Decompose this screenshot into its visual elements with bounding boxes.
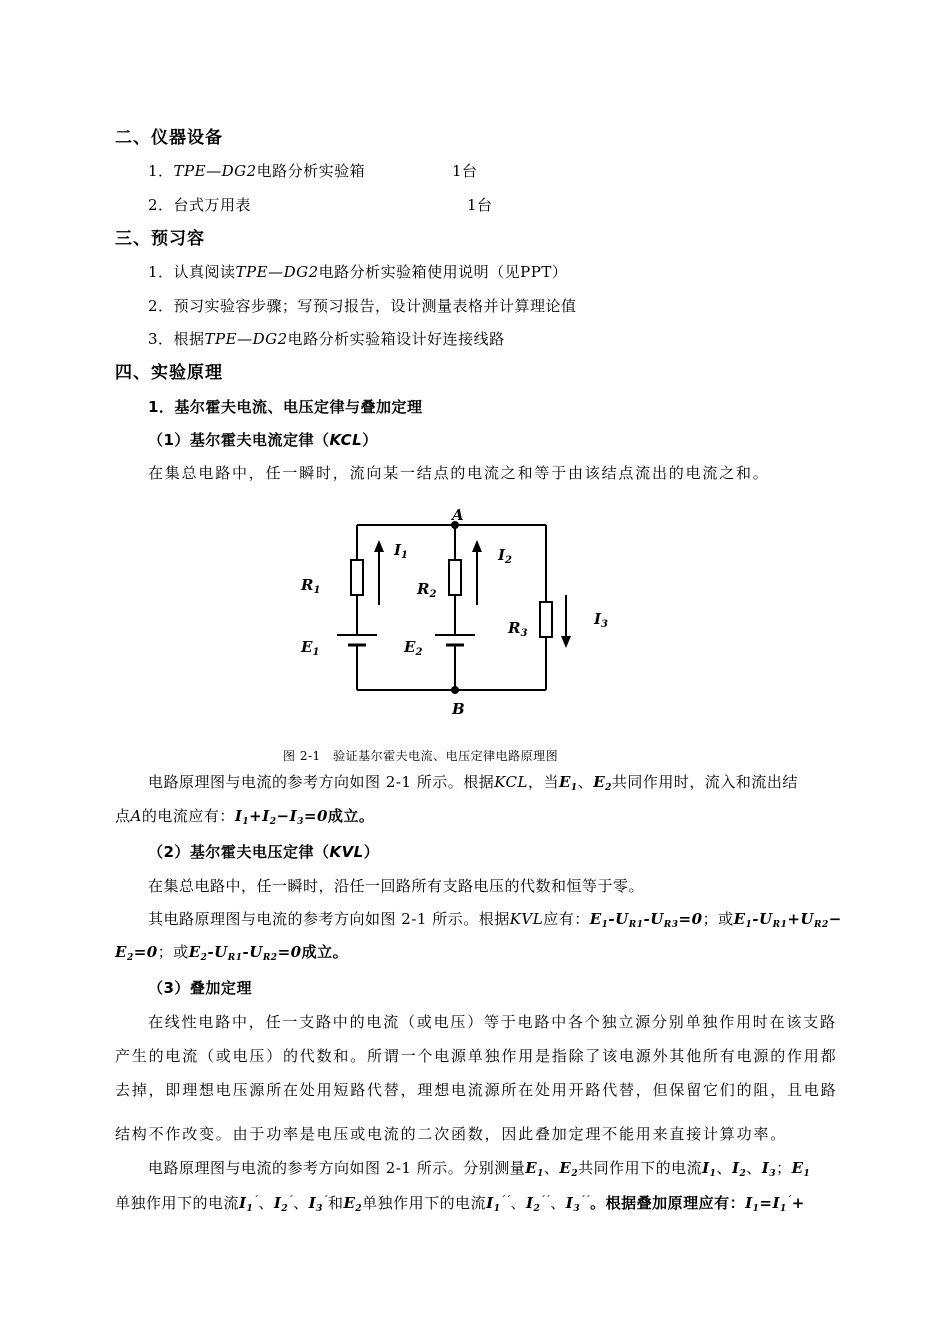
kcl-text-5: 的电流应有： (141, 807, 235, 825)
symbol-i3-prime: $I_3^´$ (308, 1194, 328, 1214)
kcl-text-2: ，当 (527, 773, 559, 791)
node-label-b: B (452, 700, 465, 718)
section-heading-equipment: 二、仪器设备 (115, 128, 223, 148)
kvl-equation-2-part: $E_1-U_{R1}+U_{R2}-$ (733, 910, 842, 930)
superposition-text: 电路原理图与电流的参考方向如图 2-1 所示。分别测量 (148, 1159, 526, 1177)
symbol-i3-double-prime: $I_3^{´´}$ (565, 1194, 591, 1214)
kvl-heading-text: （2）基尔霍夫电压定律（ (148, 843, 330, 861)
device-model: TPE—DG2 (235, 263, 319, 281)
kvl-text-2: 应有： (543, 910, 590, 928)
kvl-equation-2-end: $E_2=0$ (115, 943, 158, 963)
equipment-item-2: 2．台式万用表 (148, 196, 252, 214)
symbol-e1: $E_1$ (558, 773, 578, 793)
kcl-abbr: KCL (494, 773, 528, 791)
subsection-kirchhoff: 1．基尔霍夫电流、电压定律与叠加定理 (148, 398, 423, 416)
symbol-i3: $I_3$ (761, 1159, 777, 1179)
kcl-abbr: KCL (329, 431, 363, 449)
symbol-i1-prime: $I_1^´$ (239, 1194, 259, 1214)
kirchhoff-circuit-diagram (290, 500, 630, 725)
separator: 、 (293, 1194, 309, 1212)
kcl-definition: 在集总电路中，任一瞬时，流向某一结点的电流之和等于由该结点流出的电流之和。 (148, 464, 770, 482)
kcl-heading (148, 430, 378, 450)
symbol-i2: $I_2$ (731, 1159, 747, 1179)
resistor-r2 (449, 560, 461, 595)
separator: 、 (746, 1159, 762, 1177)
resistor-r1 (351, 560, 363, 595)
arrowhead-i3 (561, 636, 571, 648)
kcl-text-6: 成立。 (327, 807, 375, 825)
kvl-abbr: KVL (329, 843, 364, 861)
kvl-paragraph-line-2 (115, 942, 348, 962)
equipment-item-2-qty: 1台 (467, 196, 493, 214)
preview-item-2: 2．预习实验容步骤；写预习报告，设计测量表格并计算理论值 (148, 297, 577, 315)
currents-i1-i2-i3: $I_1$ (702, 1159, 717, 1179)
node-b-dot (451, 686, 459, 694)
kcl-text: 电路原理图与电流的参考方向如图 2-1 所示。根据 (148, 773, 495, 791)
kvl-heading-close: ） (363, 843, 380, 861)
kvl-equation-1: $E_1-U_{R1}-U_{R3}=0$ (589, 910, 703, 930)
kvl-separator: ；或 (702, 910, 734, 928)
kcl-paragraph-line-1 (148, 772, 798, 792)
superposition-equation-start: $I_1=I_1^´+$ (745, 1194, 805, 1214)
superposition-text-6: 。根据叠加原理应有： (590, 1194, 746, 1212)
device-model: TPE—DG2 (204, 330, 288, 348)
section-heading-preview: 三、预习容 (115, 229, 205, 249)
kcl-heading-text: （1）基尔霍夫电流定律（ (148, 431, 330, 449)
kvl-definition: 在集总电路中，任一瞬时，沿任一回路所有支路电压的代数和恒等于零。 (148, 877, 645, 895)
label-i2: $I_2$ (498, 546, 512, 566)
node-label-a: A (452, 506, 464, 524)
figure-caption: 图 2-1 验证基尔霍夫电流、电压定律电路原理图 (283, 749, 559, 763)
superposition-line-2: 产生的电流（或电压）的代数和。所谓一个电源单独作用是指除了该电源外其他所有电源的作用都 (115, 1047, 838, 1065)
device-model: TPE—DG2 (173, 162, 257, 180)
item-number: 1． (148, 162, 174, 180)
symbol-e1: $E_1$ (525, 1159, 544, 1179)
superposition-text-2: 共同作用下的电流 (578, 1159, 703, 1177)
device-name: 电路分析实验箱 (256, 162, 366, 180)
superposition-text-4: 和 (327, 1194, 344, 1212)
preview-item-3 (148, 329, 505, 349)
label-e2: $E_2$ (404, 638, 423, 658)
separator: 、 (550, 1194, 566, 1212)
separator: 、 (543, 1159, 560, 1177)
kvl-heading (148, 842, 379, 862)
kvl-text: 其电路原理图与电流的参考方向如图 2-1 所示。根据 (148, 910, 510, 928)
symbol-i1-double-prime: $I_1^{´´}$ (486, 1194, 511, 1214)
kvl-abbr-ref: KVL (509, 910, 544, 928)
arrowhead-i2 (472, 540, 482, 552)
label-r3: $R_3$ (508, 619, 528, 639)
superposition-line-6 (115, 1193, 805, 1213)
kvl-separator-2: ；或 (157, 943, 189, 961)
equipment-item-1-qty: 1台 (452, 162, 478, 180)
resistor-r3 (540, 602, 552, 637)
superposition-line-1: 在线性电路中，任一支路中的电流（或电压）等于电路中各个独立源分别单独作用时在该支路 (148, 1013, 837, 1031)
superposition-heading: （3）叠加定理 (148, 979, 252, 997)
section-heading-principle: 四、实验原理 (115, 363, 223, 383)
symbol-e1: $E_1$ (791, 1159, 811, 1179)
node-a-ref: A (130, 807, 142, 825)
symbol-i2-prime: $I_2^´$ (273, 1194, 294, 1214)
symbol-e2: $E_2$ (343, 1194, 363, 1214)
kcl-heading-close: ） (362, 431, 378, 449)
arrowhead-i1 (374, 540, 384, 552)
label-e1: $E_1$ (301, 638, 320, 658)
preview-item-3-text-2: 电路分析实验箱设计好连接线路 (287, 330, 505, 348)
separator: ； (776, 1159, 792, 1177)
preview-item-1-text-2: 电路分析实验箱使用说明（见PPT） (318, 263, 568, 281)
equipment-item-1 (148, 161, 365, 181)
kcl-text-3: 共同作用时，流入和流出结 (611, 773, 798, 791)
symbol-e2: $E_2$ (559, 1159, 579, 1179)
superposition-line-5 (148, 1158, 810, 1178)
superposition-text-5: 单独作用下的电流 (362, 1194, 487, 1212)
superposition-line-4: 结构不作改变。由于功率是电压或电流的二次函数，因此叠加定理不能用来直接计算功率。 (115, 1125, 788, 1143)
label-r2: $R_2$ (417, 580, 437, 600)
kcl-text-4: 点 (115, 807, 131, 825)
kvl-text-3: 成立。 (301, 943, 349, 961)
superposition-line-3: 去掉，即理想电压源所在处用短路代替，理想电流源所在处用开路代替，但保留它们的阻，且电路 (115, 1081, 838, 1099)
kcl-paragraph-line-2 (115, 806, 374, 826)
label-i3: $I_3$ (594, 610, 608, 630)
preview-item-1-text: 1．认真阅读 (148, 263, 236, 281)
separator: 、 (510, 1194, 526, 1212)
kcl-separator: 、 (577, 773, 594, 791)
label-r1: $R_1$ (301, 576, 321, 596)
preview-item-3-text: 3．根据 (148, 330, 205, 348)
preview-item-1 (148, 262, 567, 282)
kcl-equation: $I_1+I_2-I_3=0$ (234, 807, 328, 827)
label-i1: $I_1$ (394, 541, 408, 561)
separator: 、 (258, 1194, 274, 1212)
superposition-text-3: 单独作用下的电流 (115, 1194, 240, 1212)
symbol-e2: $E_2$ (593, 773, 612, 793)
kvl-paragraph-line-1 (148, 909, 842, 929)
separator: 、 (716, 1159, 732, 1177)
symbol-i2-double-prime: $I_2^{´´}$ (525, 1194, 551, 1214)
kvl-equation-3: $E_2-U_{R1}-U_{R2}=0$ (188, 943, 302, 963)
